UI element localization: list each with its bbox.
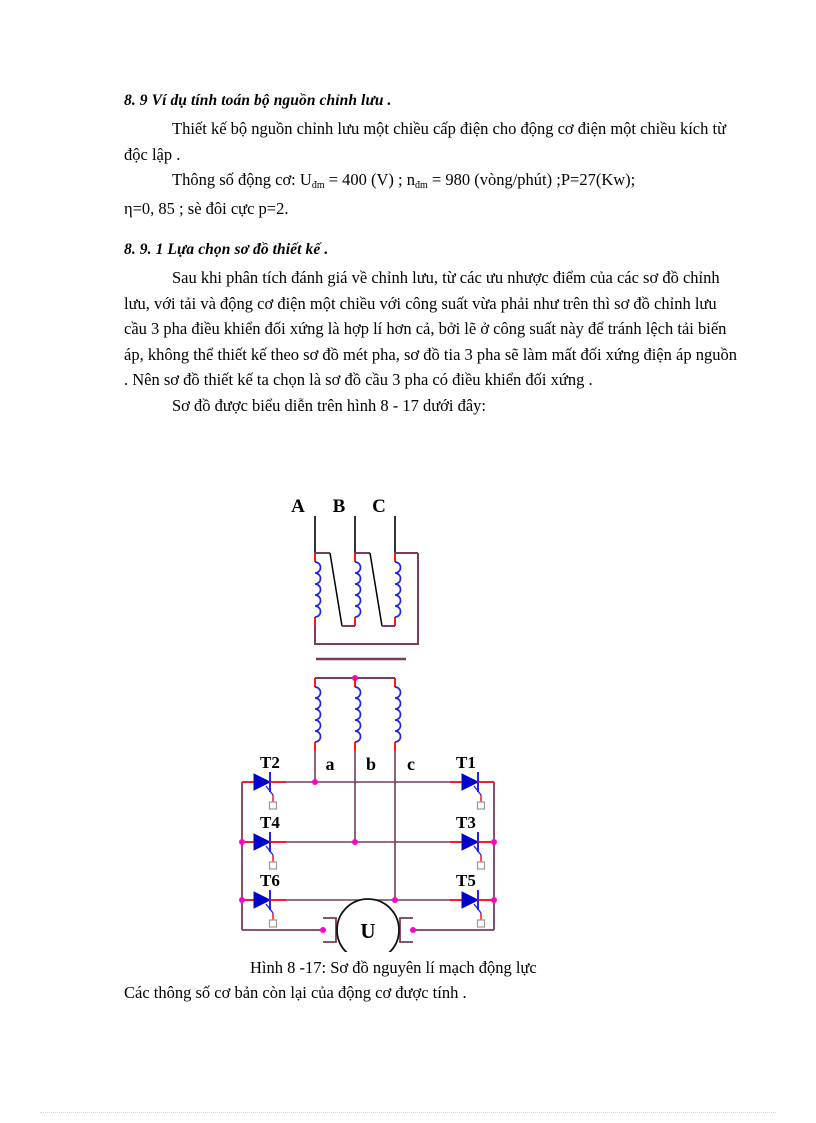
thyristor-T5[interactable] (450, 890, 494, 927)
delta-link-2 (370, 553, 382, 626)
label-T5: T5 (456, 871, 476, 890)
node-b-mid (352, 839, 358, 845)
figure-caption-block (124, 955, 740, 1005)
label-T3: T3 (456, 813, 476, 832)
paragraph-motor-params (124, 167, 740, 196)
node-right-bot (491, 897, 497, 903)
node-load-right (410, 927, 416, 933)
secondary-coil-c (395, 687, 401, 742)
subsection-heading: 8. 9. 1 Lựa chọn sơ đồ thiết kế . (124, 241, 329, 258)
label-T2: T2 (260, 753, 280, 772)
motor-params-mid-1: = 400 (V) ; n (324, 170, 416, 189)
thyristor-T1[interactable] (450, 772, 494, 809)
footer-rule (40, 1112, 776, 1114)
paragraph-intro: Thiết kế bộ nguồn chỉnh lưu một chiều cấp điện cho động cơ điện một chiều kích từ độc lập . (124, 119, 727, 164)
node-left-bot (239, 897, 245, 903)
label-phase-C: C (372, 496, 386, 517)
paragraph-figure-ref: Sơ đồ được biểu diễn trên hình 8 - 17 dưới đây: (172, 395, 486, 415)
label-phase-a: a (325, 754, 335, 774)
circuit-svg (238, 492, 578, 952)
delta-link-1 (330, 553, 342, 626)
delta-return (315, 553, 418, 644)
label-phase-B: B (332, 496, 346, 517)
paragraph-analysis: Sau khi phân tích đánh giá về chỉnh lưu, từ các ưu nhược điểm của các sơ đồ chỉnh lưu, với tải và động cơ điện một chiều với công suất vừa phải như trên thì sơ đồ chỉnh lưu cầu 3 pha điều khiển đối xứng là hợp lí hơn cả, bởi lẽ ở công suất này để tránh lệch tải biến áp, không thể thiết kế theo sơ đồ mét pha, sơ đồ tia 3 pha sẽ làm mất đối xứng điện áp nguồn . Nên sơ đồ thiết kế ta chọn là sơ đồ cầu 3 pha có điều khiển đối xứng . (124, 268, 737, 389)
label-load-U: U (360, 919, 376, 943)
node-a-top (312, 779, 318, 785)
thyristor-T4[interactable] (242, 832, 286, 869)
primary-coil-b (355, 562, 361, 617)
thyristor-T3[interactable] (450, 832, 494, 869)
paragraph-tail: Các thông số cơ bản còn lại của động cơ được tính . (124, 983, 467, 1002)
label-T1: T1 (456, 753, 476, 772)
label-phase-A: A (291, 496, 305, 517)
section-heading: 8. 9 Ví dụ tính toán bộ nguồn chỉnh lưu . (124, 92, 392, 109)
label-T4: T4 (260, 813, 280, 832)
motor-params-pre: Thông số động cơ: U (172, 170, 312, 189)
secondary-coil-b (355, 687, 361, 742)
figure-caption: Hình 8 -17: Sơ đồ nguyên lí mạch động lực (250, 958, 537, 977)
label-phase-c: c (407, 754, 415, 774)
motor-params-mid-2: = 980 (vòng/phút) ;P=27(Kw); (427, 170, 636, 189)
node-left-mid (239, 839, 245, 845)
node-load-left (320, 927, 326, 933)
label-T6: T6 (260, 871, 280, 890)
thyristor-T6[interactable] (242, 890, 286, 927)
node-right-mid (491, 839, 497, 845)
label-phase-b: b (365, 754, 377, 774)
text-column (124, 92, 740, 418)
circuit-figure (0, 492, 816, 962)
motor-params-sub-2: đm (415, 180, 428, 191)
node-c-bot (392, 897, 398, 903)
primary-coil-a (315, 562, 321, 617)
primary-coil-c (395, 562, 401, 617)
motor-params-sub-1: đm (311, 180, 325, 191)
paragraph-motor-params-line2: η=0, 85 ; sè đôi cực p=2. (124, 198, 289, 218)
thyristor-T2[interactable] (242, 772, 286, 809)
secondary-coil-a (315, 687, 321, 742)
